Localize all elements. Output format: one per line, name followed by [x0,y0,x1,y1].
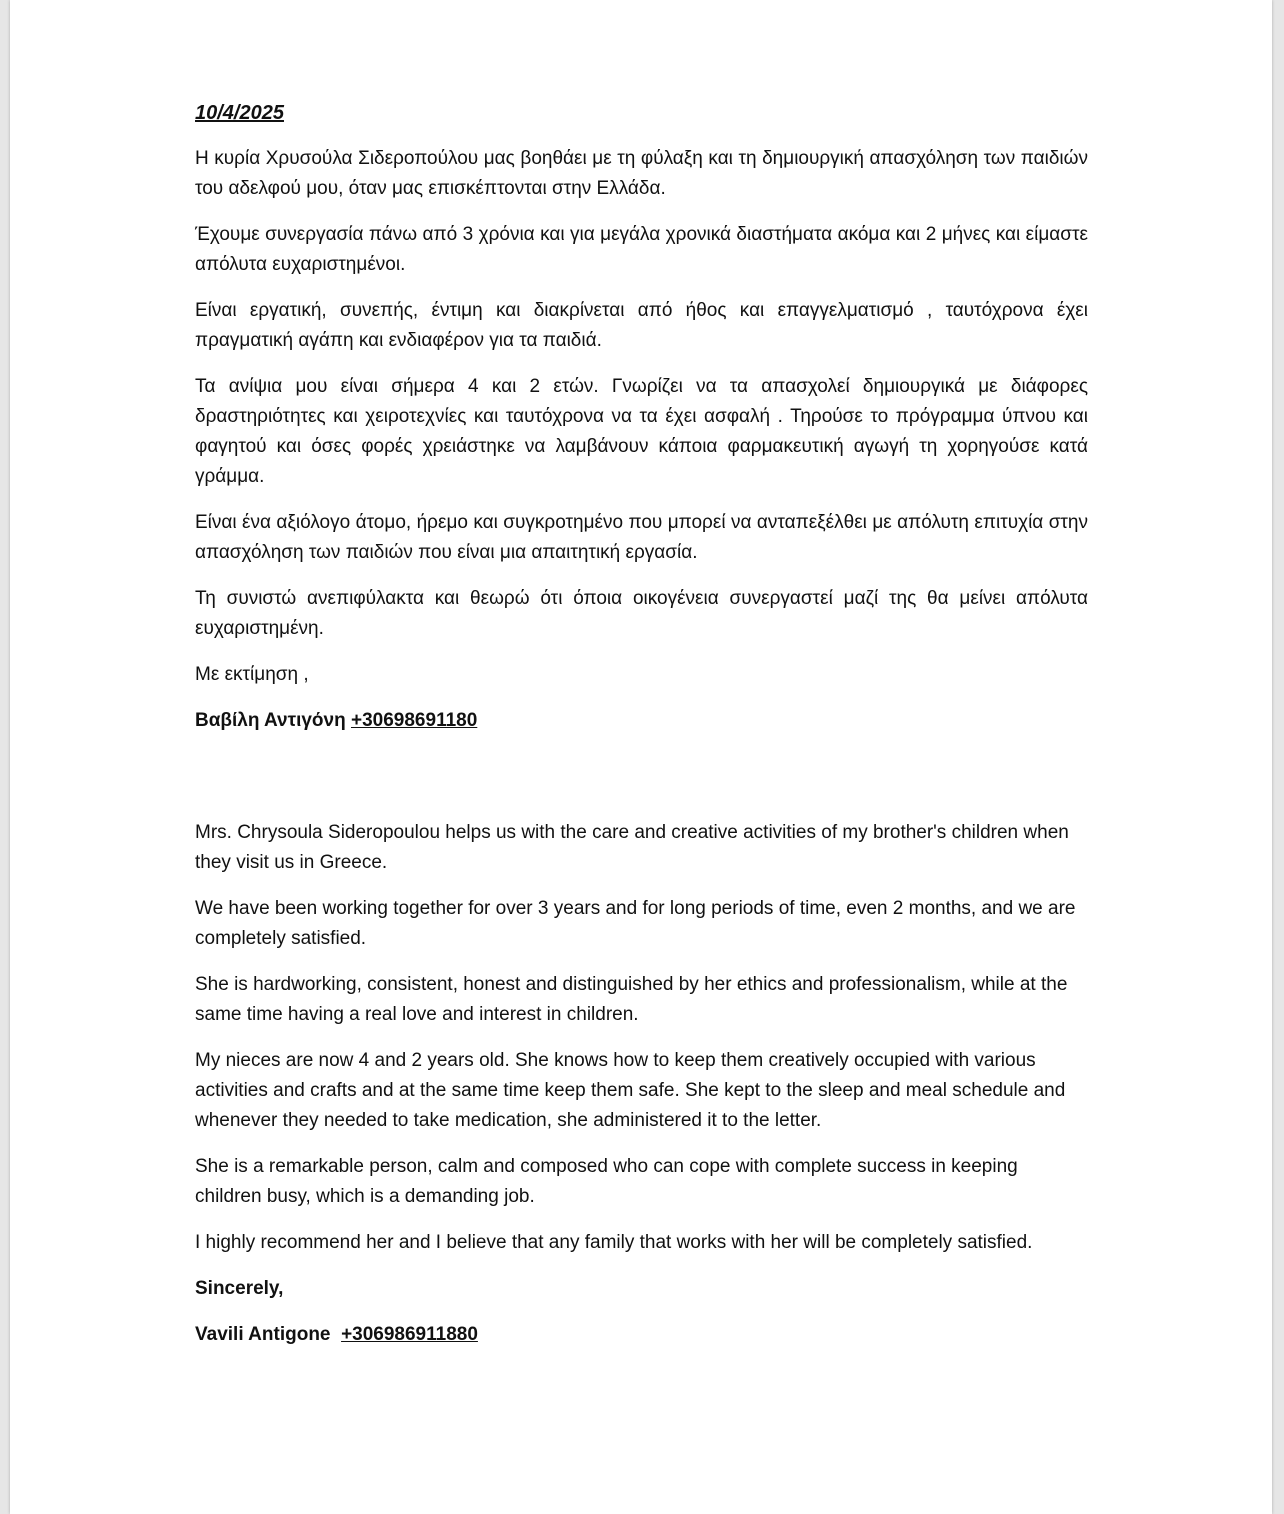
english-paragraph: She is a remarkable person, calm and composed who can cope with complete success in keeping children busy, which is a demanding job. [195,1156,1018,1207]
section-gap [195,752,1088,818]
letter-body [195,98,1088,1366]
english-paragraph: I highly recommend her and I believe that any family that works with her will be completely satisfied. [195,1232,1033,1253]
english-paragraph: She is hardworking, consistent, honest and distinguished by her ethics and professionalism, while at the same time having a real love and interest in children. [195,974,1068,1025]
document-page [10,0,1272,1514]
english-closing: Sincerely, [195,1278,284,1299]
english-paragraph: My nieces are now 4 and 2 years old. She knows how to keep them creatively occupied with various activities and crafts and at the same time keep them safe. She kept to the sleep and meal schedule and whenever they needed to take medication, she administered it to the letter. [195,1050,1066,1131]
english-section [195,818,1088,1350]
english-paragraph: We have been working together for over 3 years and for long periods of time, even 2 months, and we are completely satisfied. [195,898,1076,949]
greek-paragraph: Είναι ένα αξιόλογο άτομο, ήρεμο και συγκροτημένο που μπορεί να ανταπεξέλθει με απόλυτη επιτυχία στην απασχόληση των παιδιών που είναι μια απαιτητική εργασία. [195,512,1088,563]
greek-paragraph: Έχουμε συνεργασία πάνω από 3 χρόνια και για μεγάλα χρονικά διαστήματα ακόμα και 2 μήνες και είμαστε απόλυτα ευχαριστημένοι. [195,224,1088,275]
english-paragraph: Mrs. Chrysoula Sideropoulou helps us with the care and creative activities of my brother's children when they visit us in Greece. [195,822,1069,873]
greek-paragraph: Τη συνιστώ ανεπιφύλακτα και θεωρώ ότι όποια οικογένεια συνεργαστεί μαζί της θα μείνει απόλυτα ευχαριστημένη. [195,588,1088,639]
greek-section [195,144,1088,736]
english-signature-phone: +306986911880 [341,1324,478,1345]
greek-paragraph: Τα ανίψια μου είναι σήμερα 4 και 2 ετών. Γνωρίζει να τα απασχολεί δημιουργικά με διάφορες δραστηριότητες και χειροτεχνίες και ταυτόχρονα να τα έχει ασφαλή . Τηρούσε το πρόγραμμα ύπνου και φαγητού και όσες φορές χρειάστηκε να λαμβάνουν κάποια φαρμακευτική αγωγή τη χορηγούσε κατά γράμμα. [195,376,1088,487]
greek-closing: Με εκτίμηση , [195,664,309,685]
greek-signature-phone: +30698691180 [351,710,478,731]
greek-paragraph: Η κυρία Χρυσούλα Σιδεροπούλου μας βοηθάει με τη φύλαξη και τη δημιουργική απασχόληση των παιδιών του αδελφού μου, όταν μας επισκέπτονται στην Ελλάδα. [195,148,1088,199]
greek-signature-name: Βαβίλη Αντιγόνη [195,710,346,731]
letter-date: 10/4/2025 [195,102,284,124]
greek-paragraph: Είναι εργατική, συνεπής, έντιμη και διακρίνεται από ήθος και επαγγελματισμό , ταυτόχρονα έχει πραγματική αγάπη και ενδιαφέρον για τα παιδιά. [195,300,1088,351]
greek-signature [195,706,1088,736]
english-signature [195,1320,1088,1350]
english-signature-name: Vavili Antigone [195,1324,331,1345]
